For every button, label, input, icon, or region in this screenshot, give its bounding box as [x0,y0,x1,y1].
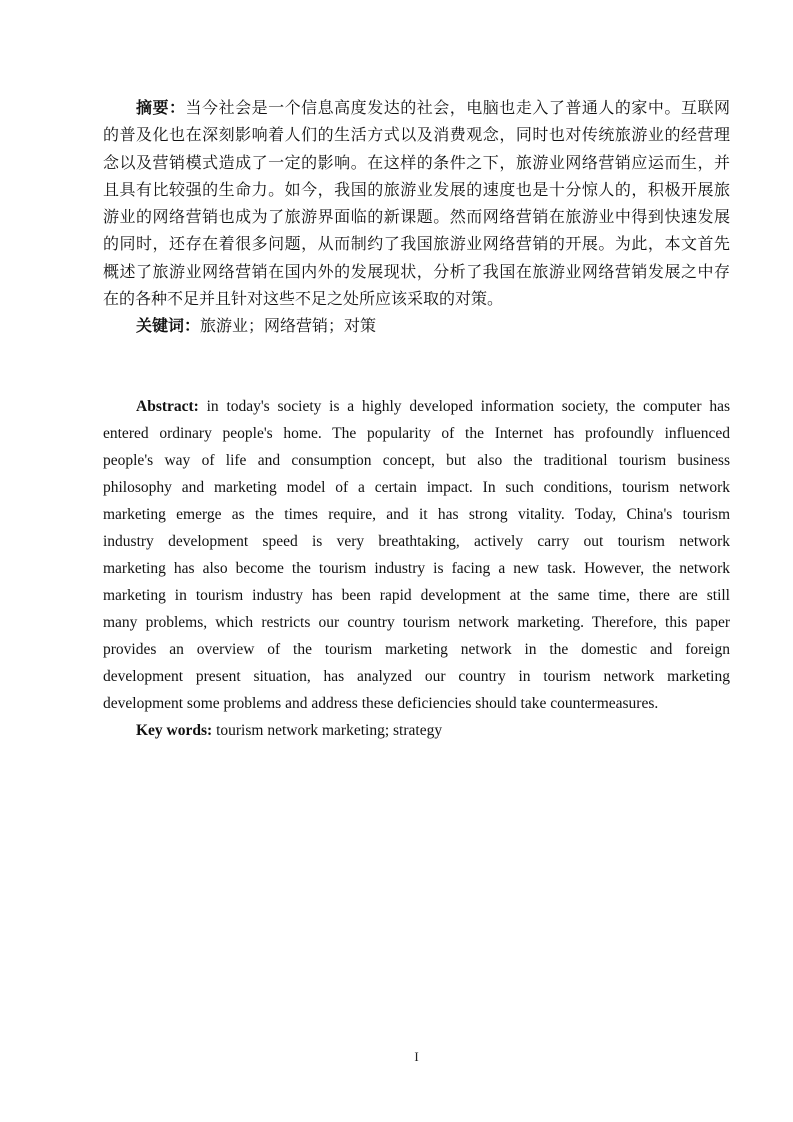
text-line: marketing emerge as the times require, and it has strong vitality. Today, China's tourism [103,505,730,523]
abstract-en-label: Abstract: [136,397,199,415]
text-line: 且具有比较强的生命力。如今，我国的旅游业发展的速度也是十分惊人的，积极开展旅 [103,181,730,199]
text-line: marketing has also become the tourism industry is facing a new task. However, the network [103,559,730,577]
text-line: 的普及化也在深刻影响着人们的生活方式以及消费观念，同时也对传统旅游业的经营理 [103,127,730,145]
text-line: development present situation, has analyzed our country in tourism network marketing [103,667,730,685]
keywords-cn-label: 关键词： [136,318,201,336]
abstract-cn-first-text: 当今社会是一个信息高度发达的社会，电脑也走入了普通人的家中。互联网 [185,100,730,117]
abstract-cn-paragraph [103,95,730,313]
text-line: 念以及营销模式造成了一定的影响。在这样的条件之下，旅游业网络营销应运而生，并 [103,154,730,172]
keywords-cn-line [103,313,730,340]
keywords-en-label: Key words: [136,721,213,739]
abstract-en-first-text: in today's society is a highly developed information society, the computer has [198,397,730,415]
text-line: 的同时，还存在着很多问题，从而制约了我国旅游业网络营销的开展。为此，本文首先 [103,236,730,254]
text-line: entered ordinary people's home. The popularity of the Internet has profoundly influenced [103,424,730,442]
text-line: industry development speed is very breathtaking, actively carry out tourism network [103,532,730,550]
text-line: people's way of life and consumption concept, but also the traditional tourism business [103,451,730,469]
abstract-cn-first-line [103,95,730,122]
text-line: 在的各种不足并且针对这些不足之处所应该采取的对策。 [103,291,504,309]
text-line: many problems, which restricts our country tourism network marketing. Therefore, this paper [103,613,730,631]
keywords-cn-text: 旅游业；网络营销；对策 [200,318,377,336]
text-line: provides an overview of the tourism marketing network in the domestic and foreign [103,640,730,658]
abstract-en-first-line [103,393,730,420]
keywords-en-line [103,717,730,744]
abstract-cn-label: 摘要： [136,100,186,117]
text-line: 游业的网络营销也成为了旅游界面临的新课题。然而网络营销在旅游业中得到快速发展 [103,209,730,227]
page-footer [103,1049,730,1065]
text-line: marketing in tourism industry has been rapid development at the same time, there are still [103,586,730,604]
page-number: I [414,1049,419,1064]
text-line: 概述了旅游业网络营销在国内外的发展现状，分析了我国在旅游业网络营销发展之中存 [103,263,730,281]
abstract-en-paragraph [103,393,730,717]
text-line: philosophy and marketing model of a certain impact. In such conditions, tourism network [103,478,730,496]
abstract-en-body [103,420,730,717]
abstract-cn-body [103,122,730,313]
text-line: development some problems and address these deficiencies should take countermeasures. [103,694,659,712]
keywords-en-text: tourism network marketing; strategy [212,721,443,739]
